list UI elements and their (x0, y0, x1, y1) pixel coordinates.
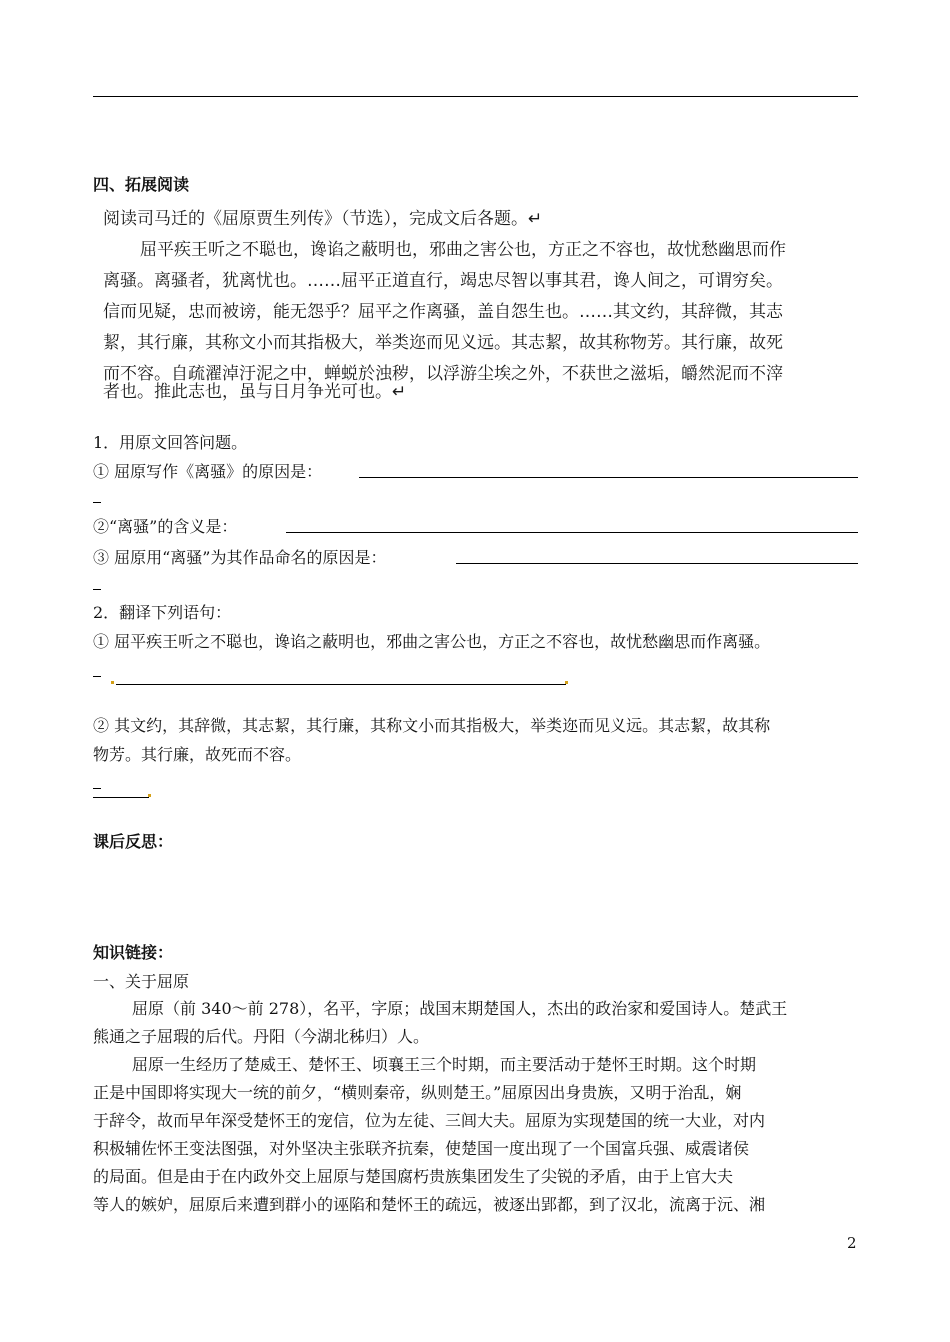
answer-line-2b[interactable] (93, 797, 149, 798)
answer-continuation-mark (93, 676, 101, 677)
knowledge-paragraph-2: 等人的嫉妒，屈原后来遭到群小的诬陷和楚怀王的疏远，被逐出郢都，到了汉北，流离于沅、湘 (93, 1195, 766, 1214)
marker-dot (148, 794, 151, 797)
question-1b: ②“离骚”的含义是： (93, 517, 238, 536)
answer-line-1a[interactable] (359, 477, 858, 478)
answer-line-1c[interactable] (456, 563, 858, 564)
question-2b-line2: 物芳。其行廉，故死而不容。 (93, 745, 302, 764)
knowledge-paragraph-1: 屈原（前 340～前 278），名平，字原；战国末期楚国人，杰出的政治家和爱国诗人。楚武王 (132, 999, 788, 1018)
marker-dot (111, 681, 114, 684)
answer-continuation-mark (93, 788, 101, 789)
question-1c: ③ 屈原用“离骚”为其作品命名的原因是： (93, 548, 387, 567)
knowledge-paragraph-2: 屈原一生经历了楚威王、楚怀王、顷襄王三个时期，而主要活动于楚怀王时期。这个时期 (132, 1055, 757, 1074)
excerpt-line: 信而见疑，忠而被谤，能无怨乎？屈平之作离骚，盖自怨生也。……其文约，其辞微，其志 (103, 302, 783, 322)
knowledge-paragraph-1: 熊通之子屈瑕的后代。丹阳（今湖北秭归）人。 (93, 1027, 430, 1046)
knowledge-paragraph-2: 于辞令，故而早年深受楚怀王的宠信，位为左徒、三闾大夫。屈原为实现楚国的统一大业，对内 (93, 1111, 766, 1130)
page-number: 2 (847, 1234, 857, 1252)
question-2a: ① 屈平疾王听之不聪也，谗谄之蔽明也，邪曲之害公也，方正之不容也，故忧愁幽思而作离骚。 (93, 632, 771, 651)
section-heading: 四、拓展阅读 (93, 175, 190, 194)
knowledge-paragraph-2: 正是中国即将实现大一统的前夕，“横则秦帝，纵则楚王。”屈原因出身贵族，又明于治乱，娴 (93, 1083, 742, 1102)
reflection-label: 课后反思： (93, 832, 174, 851)
answer-continuation-mark (93, 589, 101, 590)
knowledge-paragraph-2: 的局面。但是由于在内政外交上屈原与楚国腐朽贵族集团发生了尖锐的矛盾，由于上官大夫 (93, 1167, 734, 1186)
excerpt-line: 者也。推此志也，虽与日月争光可也。↵ (103, 382, 407, 402)
excerpt-line: 而不容。自疏濯淖汙泥之中，蝉蜕於浊秽，以浮游尘埃之外，不获世之滋垢，皭然泥而不滓 (103, 364, 783, 384)
answer-line-1b[interactable] (286, 532, 858, 533)
question-2b-line1: ② 其文约，其辞微，其志絜，其行廉，其称文小而其指极大，举类迩而见义远。其志絜，故其称 (93, 716, 771, 735)
question-2-title: 2．翻译下列语句： (93, 603, 232, 622)
question-1-title: 1．用原文回答问题。 (93, 433, 248, 452)
excerpt-intro: 阅读司马迁的《屈原贾生列传》（节选），完成文后各题。↵ (103, 209, 543, 229)
answer-continuation-mark (93, 502, 101, 503)
knowledge-paragraph-2: 积极辅佐怀王变法图强，对外坚决主张联齐抗秦，使楚国一度出现了一个国富兵强、威震诸侯 (93, 1139, 750, 1158)
excerpt-line: 屈平疾王听之不聪也，谗谄之蔽明也，邪曲之害公也，方正之不容也，故忧愁幽思而作 (140, 240, 786, 260)
marker-dot (565, 681, 568, 684)
excerpt-line: 离骚。离骚者，犹离忧也。……屈平正道直行，竭忠尽智以事其君，谗人间之，可谓穷矣。 (103, 271, 783, 291)
question-1a: ① 屈原写作《离骚》的原因是： (93, 462, 323, 481)
header-rule (93, 96, 858, 97)
excerpt-line: 絜，其行廉，其称文小而其指极大，举类迩而见义远。其志絜，故其称物芳。其行廉，故死 (103, 333, 783, 353)
answer-line-2a[interactable] (116, 684, 566, 685)
knowledge-subheading: 一、关于屈原 (93, 972, 190, 991)
knowledge-heading: 知识链接： (93, 943, 174, 962)
